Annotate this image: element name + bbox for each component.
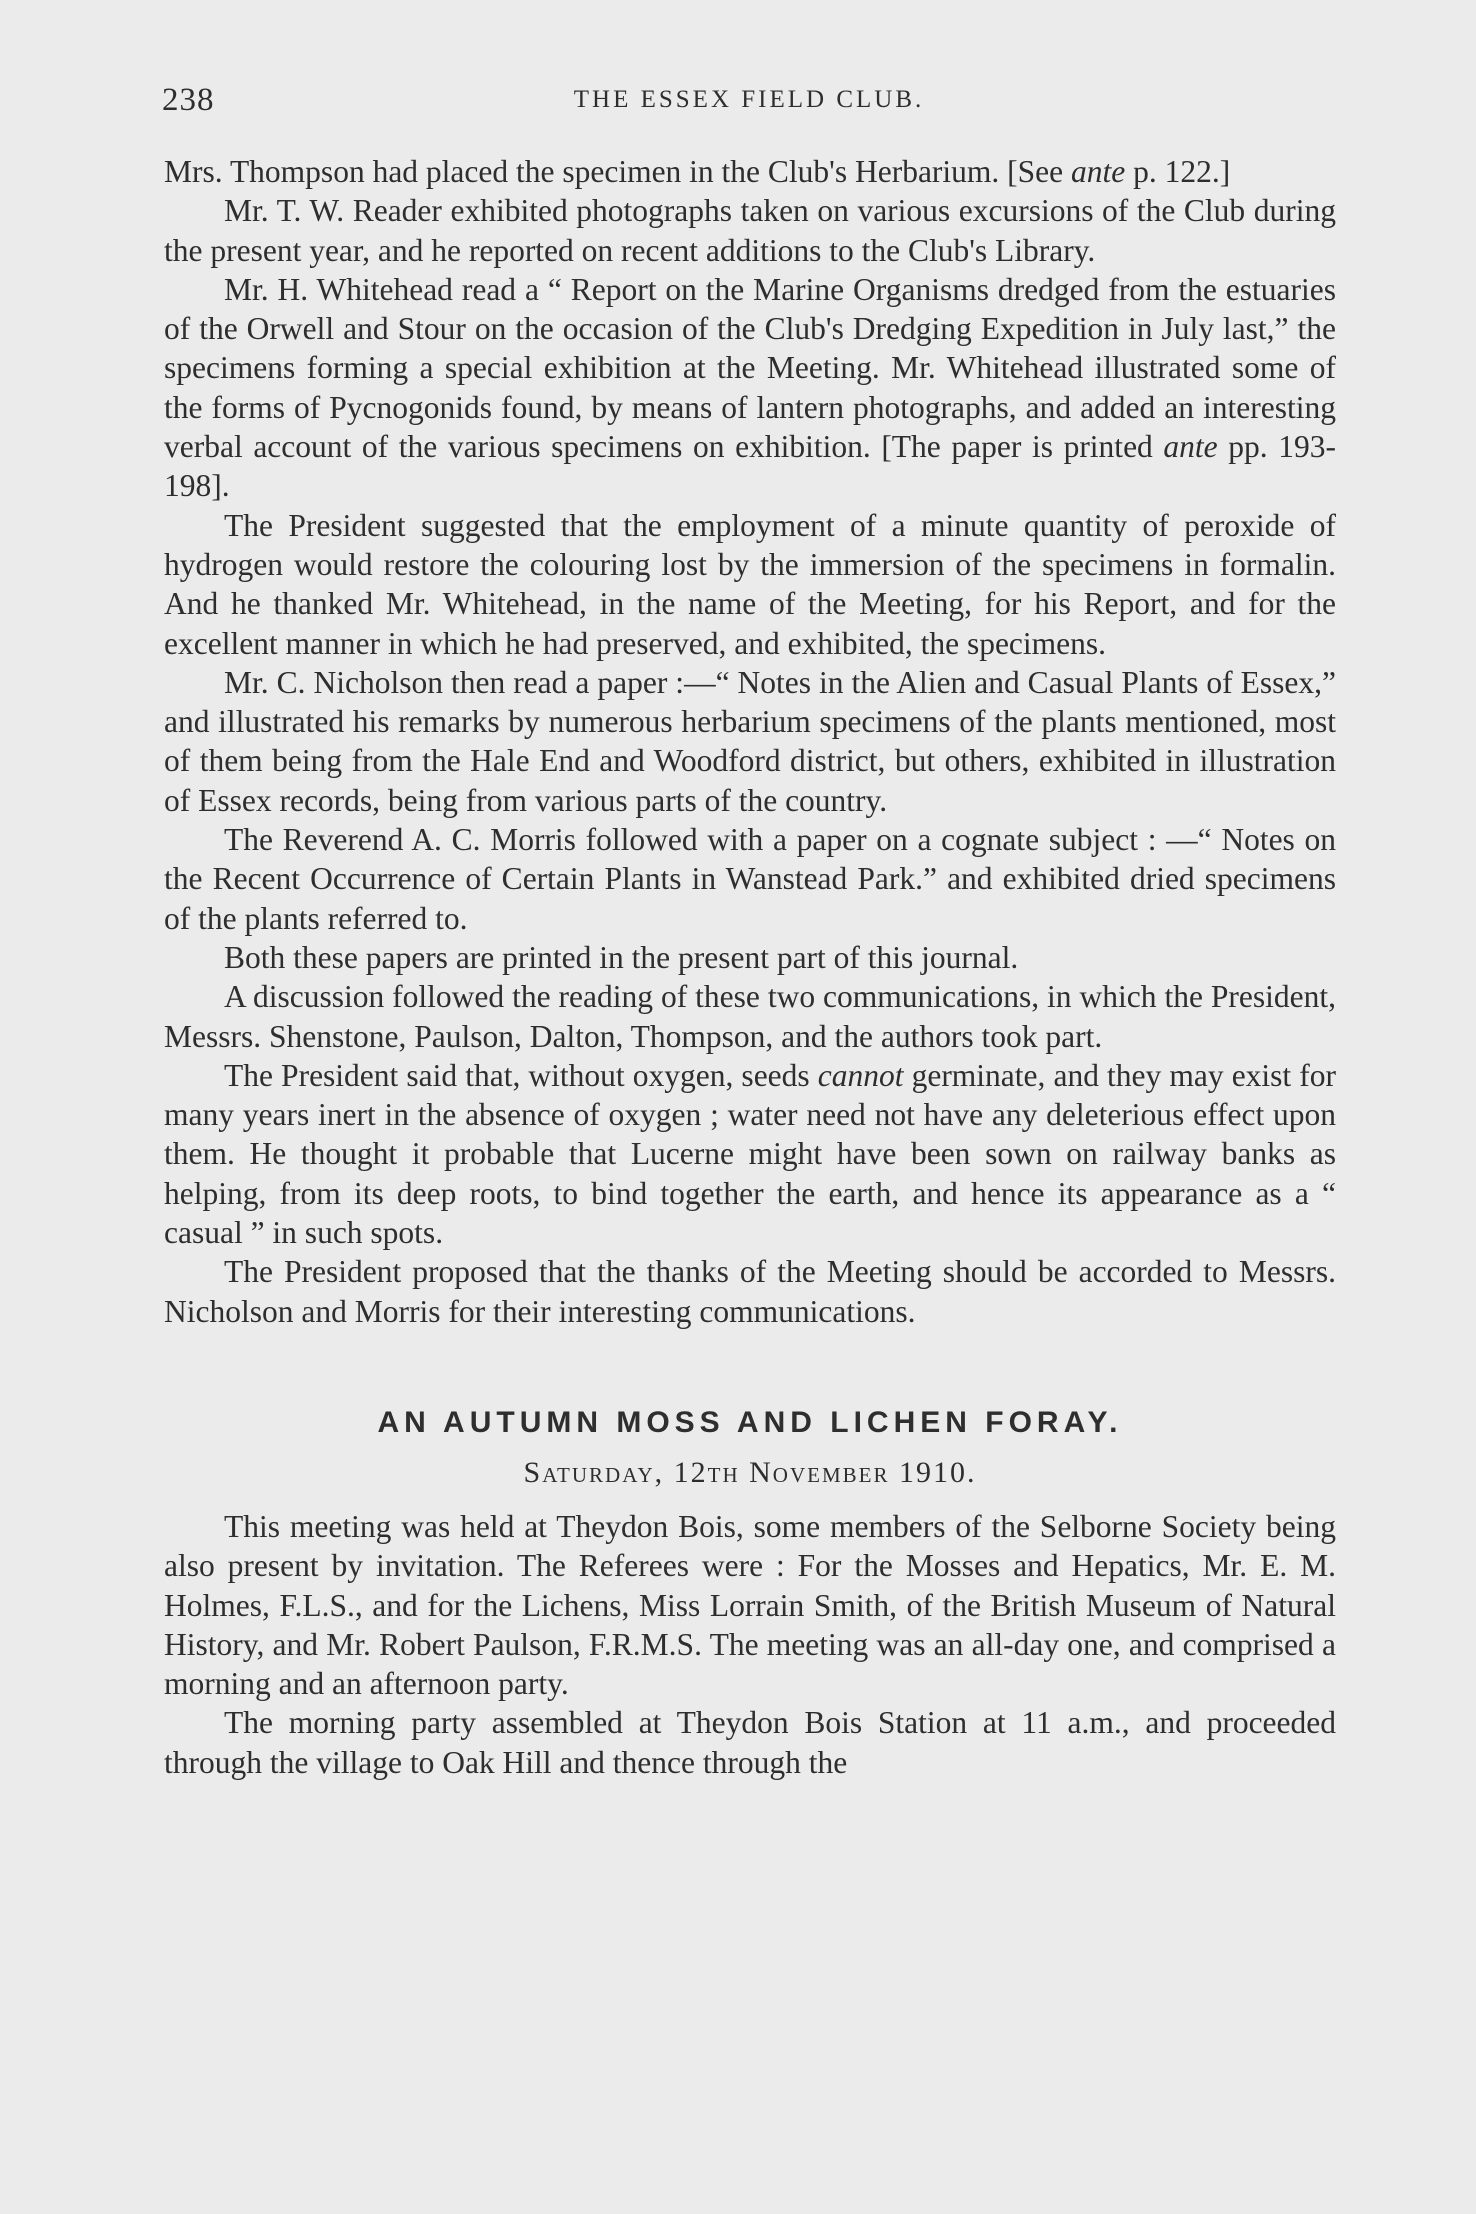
text-run: germinate, and they may exist for many years inert in the absence of oxygen ; water need not have any deleterious effect upon them. He thought it probable that Lucerne might have been sown on railway banks as helping, from its deep roots, to bind together the earth, and hence its appearance as a “ casual ” in such spots. — [164, 1057, 1337, 1251]
running-head: THE ESSEX FIELD CLUB. — [573, 86, 925, 113]
paragraph — [164, 938, 1336, 977]
italic-text: cannot — [817, 1057, 904, 1093]
text-run: pp. 193-198]. — [164, 429, 1336, 504]
text-run: The President suggested that the employment of a minute quantity of peroxide of hydrogen would restore the colouring lost by the immersion of the specimens in formalin. And he thanked Mr. Whitehead, in the name of the Meeting, for his Report, and for the excellent manner in which he had preserved, and exhibited, the specimens. — [164, 507, 1336, 661]
paragraph — [164, 977, 1336, 1056]
paragraph — [164, 270, 1336, 506]
text-run: The morning party assembled at Theydon Bois Station at 11 a.m., and proceeded through the village to Oak Hill and thence through the — [164, 1705, 1336, 1780]
body-text — [164, 152, 1336, 1782]
italic-text: ante — [1163, 429, 1218, 465]
italic-text: ante — [1071, 154, 1126, 189]
section-date: Saturday, 12th November 1910. — [523, 1455, 977, 1489]
paragraph — [164, 663, 1336, 820]
text-run: The Reverend A. C. Morris followed with a paper on a cognate subject : —“ Notes on the Recent Occurrence of Certain Plants in Wanstead Park.” and exhibited dried specimens of the plants referred to. — [164, 822, 1336, 936]
text-run: The President said that, without oxygen, seeds — [224, 1057, 818, 1093]
text-run: This meeting was held at Theydon Bois, some members of the Selborne Society being also present by invitation. The Referees were : For the Mosses and Hepatics, Mr. E. M. Holmes, F.L.S., and for the Lichens, Miss Lorrain Smith, of the British Museum of Natural History, and Mr. Robert Paulson, F.R.M.S. The meeting was an all-day one, and comprised a morning and an afternoon party. — [164, 1508, 1336, 1702]
meeting-minutes — [164, 152, 1336, 1331]
text-run: Mr. T. W. Reader exhibited photographs taken on various excursions of the Club during the present year, and he reported on recent additions to the Club's Library. — [164, 193, 1336, 268]
text-run: A discussion followed the reading of these two communications, in which the President, Messrs. Shenstone, Paulson, Dalton, Thompson, and the authors took part. — [164, 979, 1336, 1054]
text-run: Both these papers are printed in the present part of this journal. — [224, 939, 1019, 975]
text-run: p. 122.] — [1125, 154, 1231, 189]
foray-report — [164, 1507, 1336, 1782]
paragraph — [164, 152, 1336, 191]
paragraph — [164, 1507, 1336, 1703]
text-run: Mrs. Thompson had placed the specimen in the Club's Herbarium. [See — [164, 154, 1072, 189]
paragraph — [164, 1252, 1336, 1331]
text-run: Mr. H. Whitehead read a “ Report on the Marine Organisms dredged from the estuaries of the Orwell and Stour on the occasion of the Club's Dredging Expedition in July last,” the specimens forming a special exhibition at the Meeting. Mr. Whitehead illustrated some of the forms of Pycnogonids found, by means of lantern photographs, and added an interesting verbal account of the various specimens on exhibition. [The paper is printed — [164, 271, 1336, 465]
paragraph — [164, 1703, 1336, 1782]
paragraph — [164, 1056, 1336, 1252]
page-header — [162, 82, 1336, 122]
paragraph — [164, 820, 1336, 938]
text-run: Mr. C. Nicholson then read a paper :—“ Notes in the Alien and Casual Plants of Essex,” and illustrated his remarks by numerous herbarium specimens of the plants mentioned, most of them being from the Hale End and Woodford district, but others, exhibited in illustration of Essex records, being from various parts of the country. — [164, 664, 1336, 818]
page-number: 238 — [162, 82, 215, 118]
text-run: The President proposed that the thanks of the Meeting should be accorded to Messrs. Nicholson and Morris for their interesting communications. — [164, 1254, 1336, 1329]
paragraph — [164, 191, 1336, 270]
section-heading: AN AUTUMN MOSS AND LICHEN FORAY. — [377, 1405, 1123, 1439]
paragraph — [164, 506, 1336, 663]
